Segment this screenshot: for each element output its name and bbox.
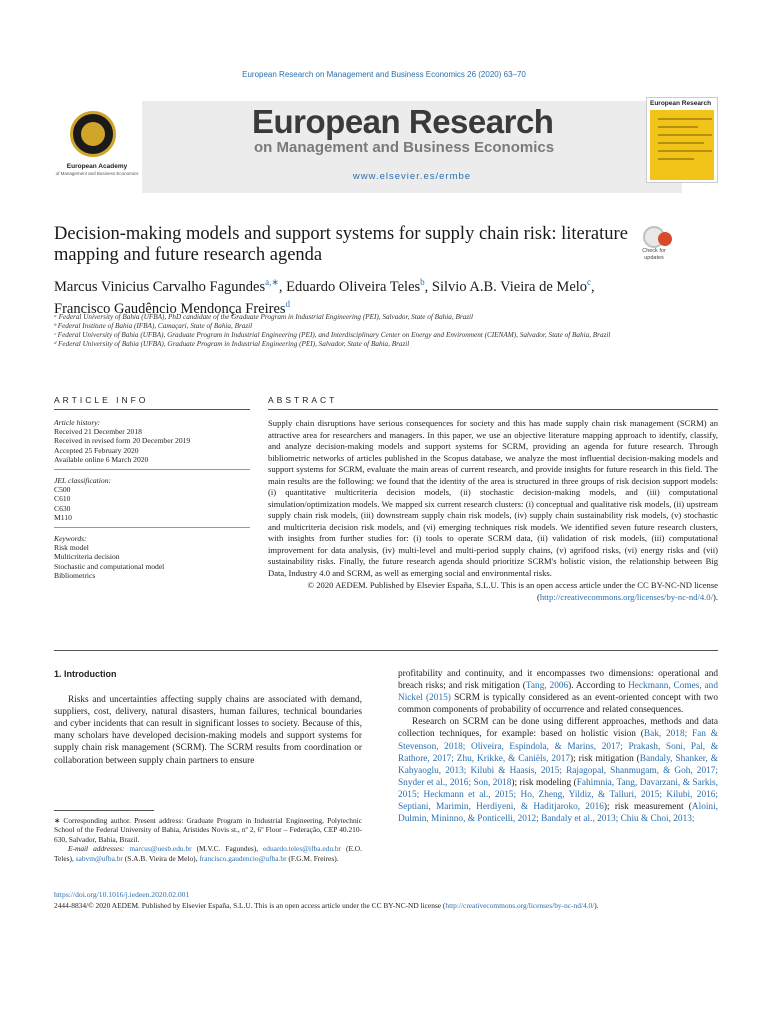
author-name[interactable]: Eduardo Oliveira Teles [286, 278, 421, 295]
affiliation-marker[interactable]: b [420, 277, 425, 287]
logo-subcaption: of Management and Business Economics [55, 171, 139, 176]
affiliation-marker[interactable]: c [587, 277, 592, 287]
abstract-license: © 2020 AEDEM. Published by Elsevier España, S.L.U. This is an open access article under the CC BY-NC-ND license (http://creativecommons.org/licenses/by-nc-nd/4.0/). [307, 580, 718, 602]
journal-subtitle: on Management and Business Economics [254, 139, 555, 156]
keyword-item: Stochastic and computational model [54, 561, 165, 571]
cover-image [650, 110, 714, 180]
keyword-item: Multicriteria decision [54, 552, 120, 562]
abstract [268, 418, 718, 603]
journal-url-link[interactable]: www.elsevier.es/ermbe [352, 171, 472, 182]
citation-link[interactable]: Heckmann, Comes, and Nickel (2015) [398, 681, 718, 704]
author-name[interactable]: Marcus Vinicius Carvalho Fagundes [54, 278, 266, 295]
right-column [398, 668, 718, 825]
article-history [54, 418, 250, 470]
jel-code: C630 [54, 503, 71, 513]
license-link[interactable]: http://creativecommons.org/licenses/by-nc-nd/4.0/ [445, 901, 595, 910]
email-link[interactable]: sabvm@ufba.br [75, 853, 123, 863]
history-item: Available online 6 March 2020 [54, 454, 149, 464]
seal-icon [70, 111, 116, 157]
article-info [54, 418, 250, 580]
history-label: Article history: [54, 418, 101, 427]
license-link[interactable]: http://creativecommons.org/licenses/by-nc-nd/4.0/ [539, 591, 713, 602]
citation-link[interactable]: Fahimnia, Tang, Davarzani, & Sarkis, 2015; Heckmann et al., 2015; Ho, Zheng, Yildiz, & Talluri, 2015; Kilubi, 2016; Septiani, Marimin, Herdiyeni, & Haditjaroko, 2016 [398, 777, 718, 813]
jel-code: C500 [54, 485, 71, 495]
history-item: Accepted 25 February 2020 [54, 445, 139, 455]
affiliations [54, 313, 718, 349]
affiliation-marker[interactable]: a,∗ [265, 277, 279, 287]
divider [54, 650, 718, 651]
jel-code: M110 [54, 512, 72, 522]
email-link[interactable]: marcus@uesb.edu.br [129, 844, 192, 854]
check-for-updates-icon [643, 226, 665, 248]
banner-center [142, 101, 682, 193]
author-separator: , [591, 278, 595, 295]
article-info-heading: ARTICLE INFO [54, 395, 149, 405]
paragraph: profitability and continuity, and it encompasses two dimensions: operational and breach risks; and risk mitigation (Tang, 2006). According to Heckmann, Comes, and Nickel (2015) SCRM is typically considered as an event-oriented concept with two common components of probability of occurrence and related consequences. [398, 669, 718, 716]
journal-banner [54, 97, 718, 197]
abstract-heading: ABSTRACT [268, 395, 338, 405]
journal-citation-link[interactable]: European Research on Management and Business Economics 26 (2020) 63–70 [242, 70, 526, 79]
affiliation-item: ᵇ Federal Institute of Bahia (IFBA), Camaçari, State of Bahia, Brazil [54, 322, 253, 330]
logo-caption: European Academy [66, 163, 128, 170]
citation-link[interactable]: Tang, 2006 [525, 681, 569, 692]
footnote-divider [54, 810, 154, 811]
intro-paragraph: Risks and uncertainties affecting supply chains are associated with demand, suppliers, cost, delivery, natural disasters, human failures, technical boundaries and cyber incidents that can result in significant losses to society. Because of this, many scholars have developed decision-making models and support systems for supply chain risk management (SCRM). The SCRM results from coordination or collaboration between supply chain partners to ensure [54, 695, 362, 766]
affiliation-marker[interactable]: d [285, 298, 291, 309]
jel-label: JEL classification: [54, 476, 112, 486]
article-title: Decision-making models and support systems for supply chain risk: literature mapping and future research agenda [54, 224, 628, 265]
email-link[interactable]: francisco.gaudencio@ufba.br [199, 853, 287, 863]
keyword-item: Risk model [54, 543, 89, 553]
jel-classification [54, 476, 250, 528]
author-name[interactable]: Silvio A.B. Vieira de Melo [431, 278, 588, 295]
author-separator: , [278, 278, 287, 295]
keyword-item: Bibliometrics [54, 570, 96, 580]
citation-link[interactable]: Aloini, Dulmin, Mininno, & Ponticelli, 2012; Bandaly et al., 2013; Chiu & Choi, 2013; [398, 802, 718, 825]
citation-link[interactable]: Bandaly, Shanker, & Kahyaoglu, 2013; Kilubi & Haasis, 2015; Rajagopal, Shanmugam, & Goh, 2017; Snyder et al., 2016; Son, 2018 [398, 753, 719, 788]
author-separator: , [424, 278, 432, 295]
keywords-label: Keywords: [54, 534, 87, 544]
affiliation-item: ᵃ Federal University of Bahia (UFBA), PhD candidate of the Graduate Program in Industrial Engineering (PEI), Salvador, State of Bahia, Brazil [54, 313, 474, 321]
citation-link[interactable]: Bak, 2018; Fan & Stevenson, 2018; Oliveira, Espindola, & Marins, 2017; Prakash, Soni, Pal, & Rathore, 2017; Zhu, Krikke, & Caniëls, 2017 [398, 729, 718, 764]
author-list [54, 274, 714, 318]
cover-title: European Research [650, 100, 712, 107]
left-column [54, 668, 362, 767]
history-item: Received in revised form 20 December 2019 [54, 436, 191, 446]
corresponding-author-footnote: ∗ Corresponding author. Present address: Graduate Program in Industrial Engineering, Polytechnic School of the Federal University of Bahia, Aristides Novis st., nº 2, 6º Floor – Federação, CEP 40.210-630, Salvador, Bahia, Brazil. E-mail addresses: marcus@uesb.edu.br (M.V.C. Fagundes), eduardo.teles@ifba.edu.br (E.O. Teles), sabvm@ufba.br (S.A.B. Vieira de Melo), francisco.gaudencio@ufba.br (F.G.M. Freires). [54, 816, 362, 863]
aedem-logo [54, 105, 140, 183]
abstract-text: Supply chain disruptions have serious consequences for society and this has made supply chain risk management (SCRM) an attractive area for researchers and managers. In this paper, we use an objective literature mapping approach to identify, classify, and analyze decision-making models and support systems for SCRM, providing an agenda for future research. Through bibliometric networks of articles published in the Scopus database, we analyze the most influential decision-making models and support systems for SCRM, evaluate the main areas of current research, and provide insights for future research in this field. The main results are the following: we found that the identity of the area is structured in three groups of risk decision support models: (i) quantitative multicriteria decision models, (ii) stochastic decision-making models, and (iii) computational simulation/optimization models. We mapped six current research clusters: (i) conceptual and qualitative risk models, (ii) upstream supply chain risk models, (iii) downstream supply chain risk models, (iv) supply chain sustainability risk models, (v) stochastic and multicriteria decision risk models, and (vi) emerging techniques risk models. We identified seven future research clusters, with insights from further studies for: (i) tools to operate SCRM data, (ii) validation of risk models, (iii) computational improvement for data analysis, (iv) multi-level and multi-period supply chains, (v) agrifood risks, (vi) energy risks and (vii) sustainability risks. Finally, the future research agenda should prioritize SCRM's holistic vision, the relationship between Big Data, Industry 4.0 and SCRM, as well as emerging social and environmental risks. [268, 418, 718, 578]
affiliation-item: ᶜ Federal University of Bahia (UFBA), Graduate Program in Industrial Engineering (PEI), and Interdisciplinary Center on Energy and Environment (CIENAM), Salvador, State of Bahia, Brazil [54, 331, 611, 339]
divider [268, 409, 718, 410]
check-for-updates-label: Check for updates [642, 248, 666, 261]
author-name[interactable]: Francisco Gaudêncio Mendonça Freires [54, 300, 286, 317]
keywords [54, 534, 250, 580]
journal-cover-thumbnail[interactable] [646, 97, 718, 183]
check-for-updates-button[interactable] [634, 226, 674, 266]
copyright-notice: 2444-8834/© 2020 AEDEM. Published by Elsevier España, S.L.U. This is an open access article under the CC BY-NC-ND license (http://creativecommons.org/licenses/by-nc-nd/4.0/). [54, 901, 599, 910]
affiliation-item: ᵈ Federal University of Bahia (UFBA), Graduate Program in Industrial Engineering (PEI), Salvador, State of Bahia, Brazil [54, 340, 410, 348]
doi-link[interactable]: https://doi.org/10.1016/j.iedeen.2020.02.001 [54, 890, 190, 899]
section-heading-introduction: 1. Introduction [54, 669, 117, 679]
jel-code: C610 [54, 494, 71, 504]
paragraph: Research on SCRM can be done using different approaches, methods and data collection techniques, for example: based on holistic vision (Bak, 2018; Fan & Stevenson, 2018; Oliveira, Espindola, & Marins, 2017; Prakash, Soni, Pal, & Rathore, 2017; Zhu, Krikke, & Caniëls, 2017); risk mitigation (Bandaly, Shanker, & Kahyaoglu, 2013; Kilubi & Haasis, 2015; Rajagopal, Shanmugam, & Goh, 2017; Snyder et al., 2016; Son, 2018); risk modeling (Fahimnia, Tang, Davarzani, & Sarkis, 2015; Heckmann et al., 2015; Ho, Zheng, Yildiz, & Talluri, 2015; Kilubi, 2016; Septiani, Marimin, Herdiyeni, & Haditjaroko, 2016); risk measurement (Aloini, Dulmin, Mininno, & Ponticelli, 2012; Bandaly et al., 2013; Chiu & Choi, 2013; [398, 717, 719, 825]
email-link[interactable]: eduardo.teles@ifba.edu.br [263, 844, 342, 854]
history-item: Received 21 December 2018 [54, 427, 142, 437]
divider [54, 409, 250, 410]
journal-title: European Research [252, 103, 554, 140]
